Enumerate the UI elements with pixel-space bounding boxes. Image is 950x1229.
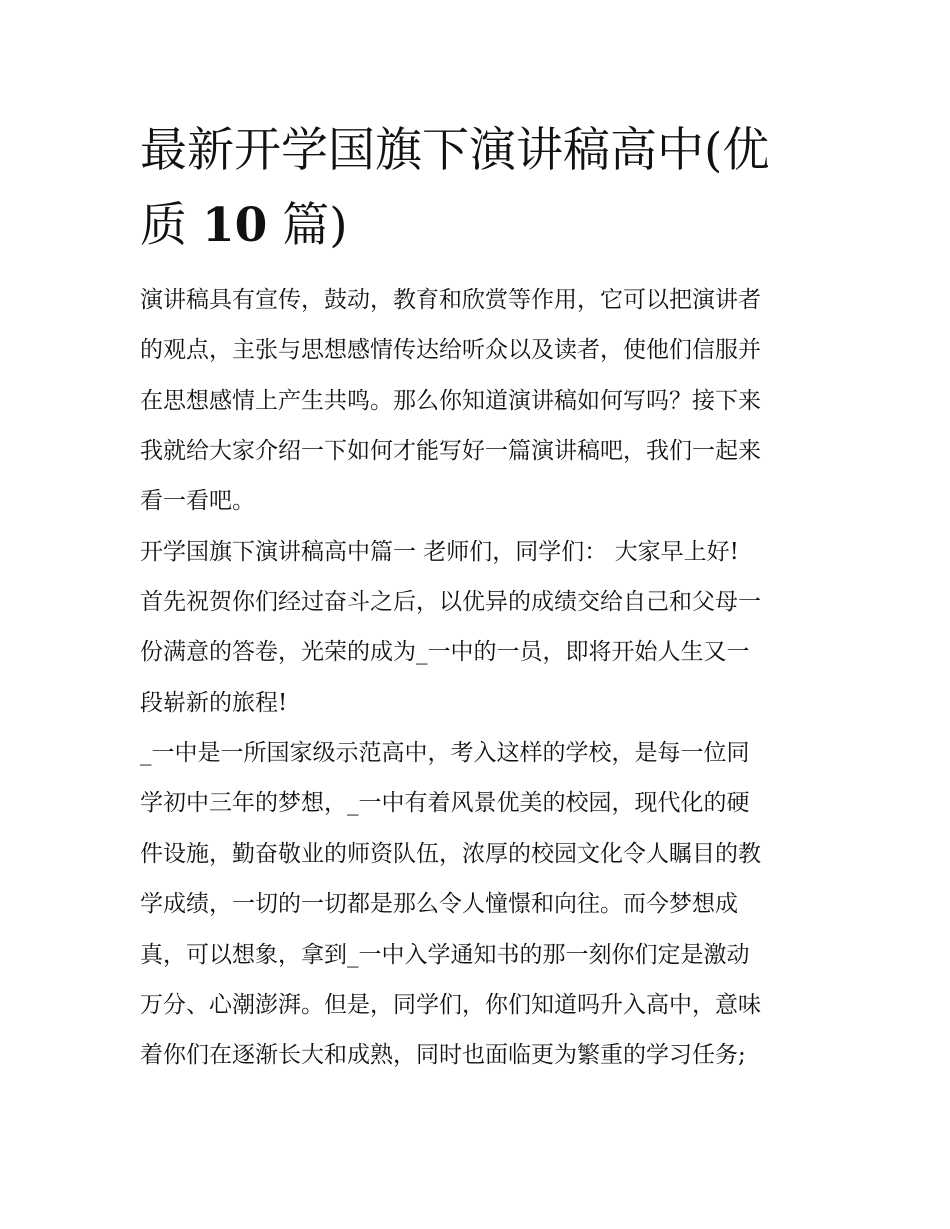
body-line: 看一看吧。 [140,488,255,514]
body-line: 的观点，主张与思想感情传达给听众以及读者，使他们信服并 [140,337,761,363]
title-line-1: 最新开学国旗下演讲稿高中(优 [140,123,770,178]
body-line: 份满意的答卷，光荣的成为_一中的一员，即将开始人生又一 [140,639,750,665]
body-line: 学初中三年的梦想，_一中有着风景优美的校园，现代化的硬 [140,790,750,816]
page-title [140,113,820,263]
body-line: 演讲稿具有宣传，鼓动，教育和欣赏等作用，它可以把演讲者 [140,287,761,313]
title-line-2-suffix: 篇) [267,198,348,253]
body-line: 件设施，勤奋敬业的师资队伍，浓厚的校园文化令人瞩目的教 [140,841,761,867]
body-line: 着你们在逐渐长大和成熟，同时也面临更为繁重的学习任务; [140,1042,746,1068]
body-line: 我就给大家介绍一下如何才能写好一篇演讲稿吧，我们一起来 [140,438,761,464]
body-line: 学成绩，一切的一切都是那么令人憧憬和向往。而今梦想成 [140,891,738,917]
body-line: 首先祝贺你们经过奋斗之后，以优异的成绩交给自己和父母一 [140,589,761,615]
body-line: 段崭新的旅程! [140,690,288,716]
body-line: 真，可以想象，拿到_一中入学通知书的那一刻你们定是激动 [140,942,750,968]
body-line: _一中是一所国家级示范高中，考入这样的学校，是每一位同 [140,740,750,766]
title-line-2-number: 10 [201,198,268,253]
title-line-2-prefix: 质 [140,198,202,253]
body-line: 在思想感情上产生共鸣。那么你知道演讲稿如何写吗？接下来 [140,388,761,414]
body-line: 开学国旗下演讲稿高中篇一 老师们，同学们： 大家早上好! [140,539,739,565]
body-line: 万分、心潮澎湃。但是，同学们，你们知道吗升入高中，意味 [140,992,761,1018]
